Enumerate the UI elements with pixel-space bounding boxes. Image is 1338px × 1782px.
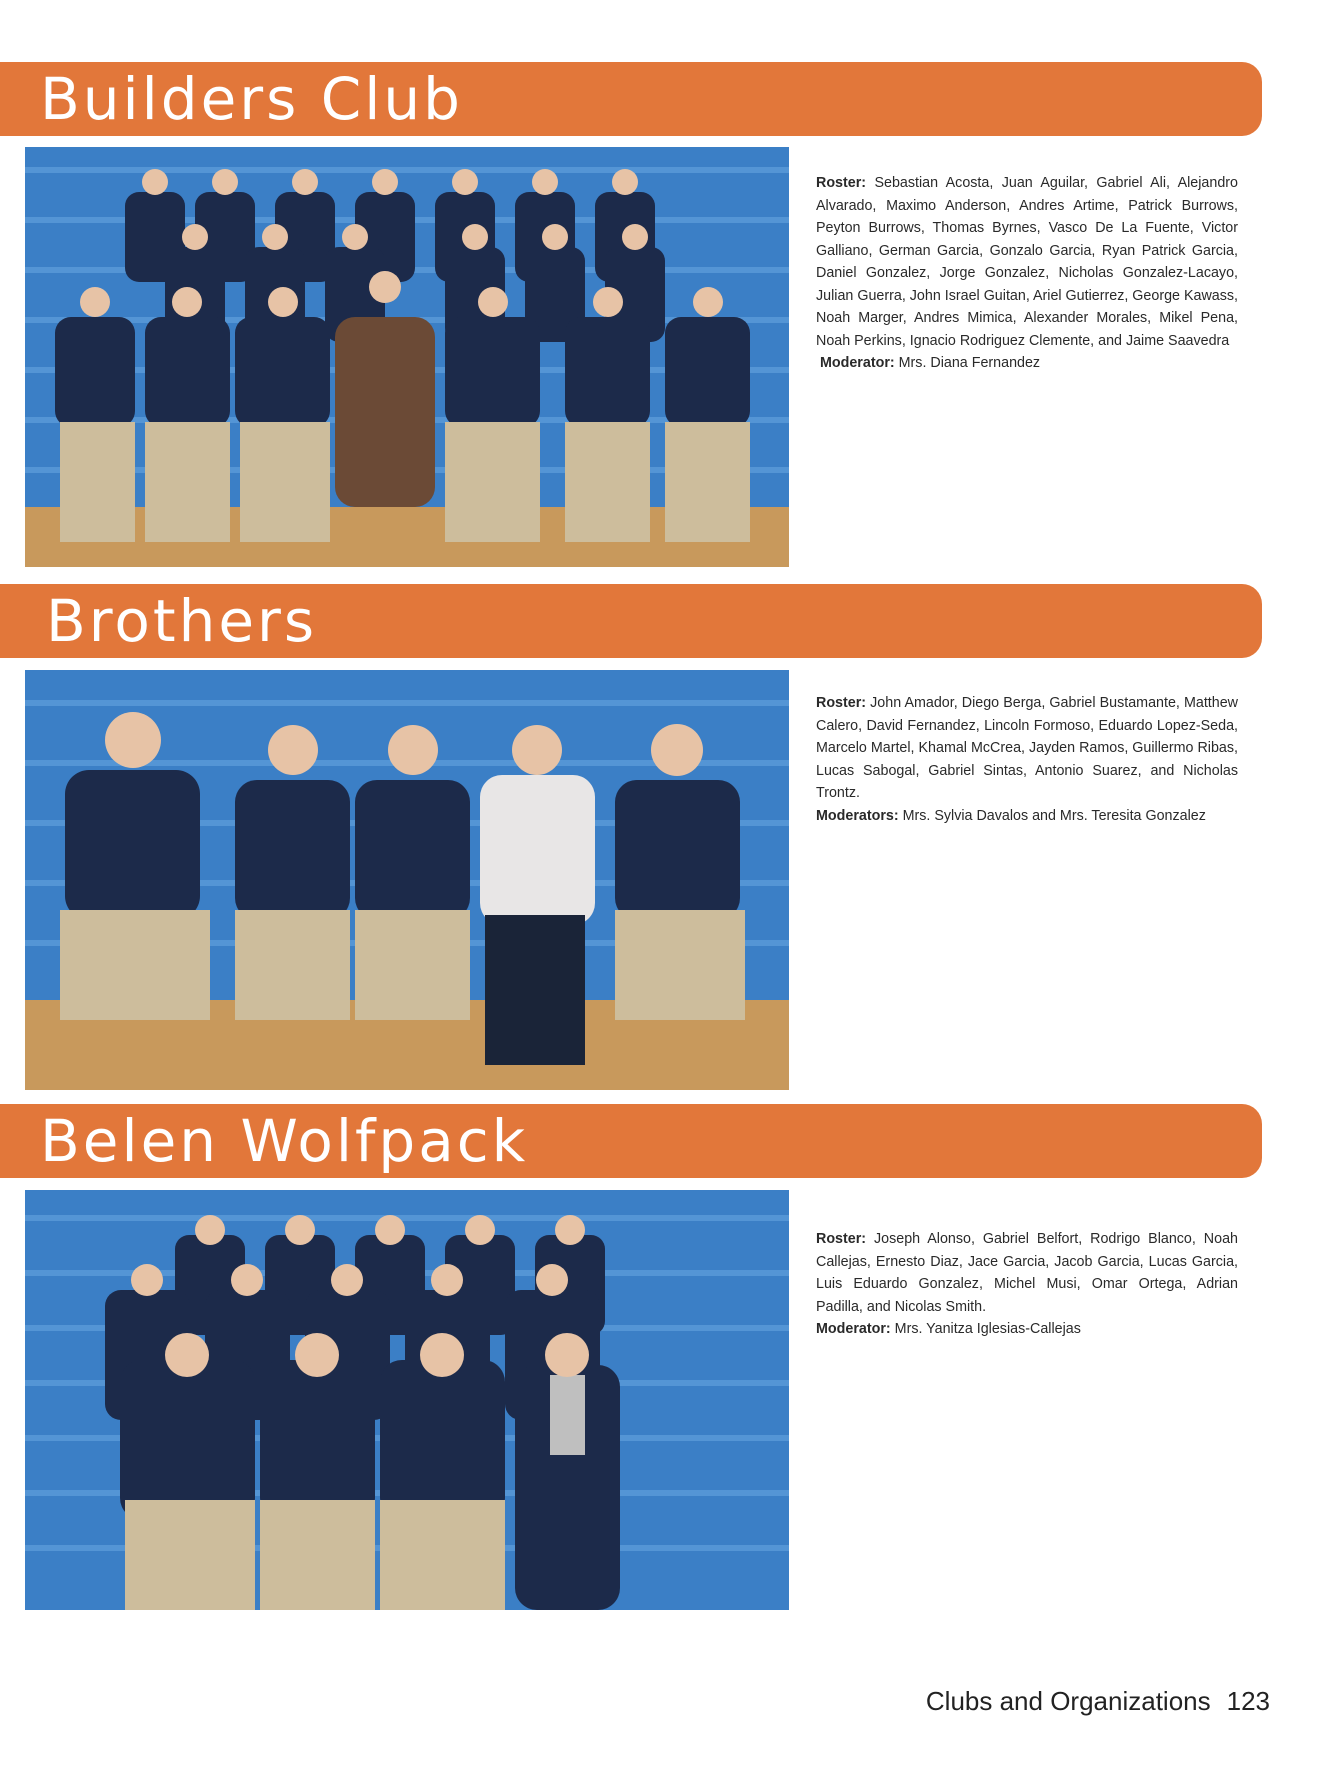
moderator-label: Moderator: (819, 355, 895, 371)
roster-names: Sebastian Acosta, Juan Aguilar, Gabriel Ali, Alejandro Alvarado, Maximo Anderson, Andres Artime, Patrick Burrows, Peyton Burrows, Thomas Byrnes, Vasco De La Fuente, Victor Galliano, German Garcia, Gonzalo Garcia, Ryan Patrick Garcia, Daniel Gonzalez, Jorge Gonzalez, Nicholas Gonzalez-Lacayo, Julian Guerra, John Israel Guitan, Ariel Gutierrez, George Kawass, Noah Marger, Andres Mimica, Alexander Morales, Mikel Pena, Noah Perkins, Ignacio Rodriguez Clemente, and Jaime Saavedra (816, 175, 1238, 349)
caption-belen-wolfpack (816, 1228, 1238, 1341)
section-title: Belen Wolfpack (40, 1107, 529, 1175)
moderator-names: Mrs. Diana Fernandez (898, 355, 1041, 371)
group-photo-illustration (25, 1190, 789, 1610)
caption-brothers (816, 692, 1238, 827)
roster-names: Joseph Alonso, Gabriel Belfort, Rodrigo Blanco, Noah Callejas, Ernesto Diaz, Jace Garcia, Jacob Garcia, Lucas Garcia, Luis Eduardo Gonzalez, Michel Musi, Omar Ortega, Adrian Padilla, and Nicolas Smith. (816, 1231, 1238, 1315)
roster-label: Roster: (816, 695, 867, 711)
moderator-paragraph (816, 352, 1238, 375)
section-title: Builders Club (40, 65, 463, 133)
roster-paragraph (816, 1228, 1238, 1318)
moderator-label: Moderator: (816, 1321, 891, 1337)
group-photo-brothers (25, 670, 789, 1090)
roster-paragraph (816, 172, 1238, 352)
roster-paragraph (816, 692, 1238, 805)
section-banner-builders-club (0, 62, 1262, 136)
roster-label: Roster: (816, 175, 867, 191)
group-photo-belen-wolfpack (25, 1190, 789, 1610)
moderator-label: Moderators: (816, 807, 899, 824)
group-photo-builders-club (25, 147, 789, 567)
page-footer (926, 1686, 1270, 1717)
moderator-names: Mrs. Sylvia Davalos and Mrs. Teresita Gonzalez (902, 807, 1206, 824)
section-title: Brothers (46, 587, 318, 655)
footer-section-name: Clubs and Organizations (925, 1686, 1211, 1716)
section-banner-brothers (0, 584, 1262, 658)
roster-names: John Amador, Diego Berga, Gabriel Bustamante, Matthew Calero, David Fernandez, Lincoln Formoso, Eduardo Lopez-Seda, Marcelo Martel, Khamal McCrea, Jayden Ramos, Guillermo Ribas, Lucas Sabogal, Gabriel Sintas, Antonio Suarez, and Nicholas Trontz. (816, 695, 1238, 801)
roster-label: Roster: (816, 1231, 867, 1247)
page-number: 123 (1226, 1686, 1270, 1716)
group-photo-illustration (25, 670, 789, 1090)
section-banner-belen-wolfpack (0, 1104, 1262, 1178)
moderator-names: Mrs. Yanitza Iglesias-Callejas (894, 1321, 1081, 1337)
moderator-paragraph (816, 1318, 1238, 1341)
moderator-paragraph (816, 805, 1238, 828)
group-photo-illustration (25, 147, 789, 567)
caption-builders-club (816, 172, 1238, 375)
